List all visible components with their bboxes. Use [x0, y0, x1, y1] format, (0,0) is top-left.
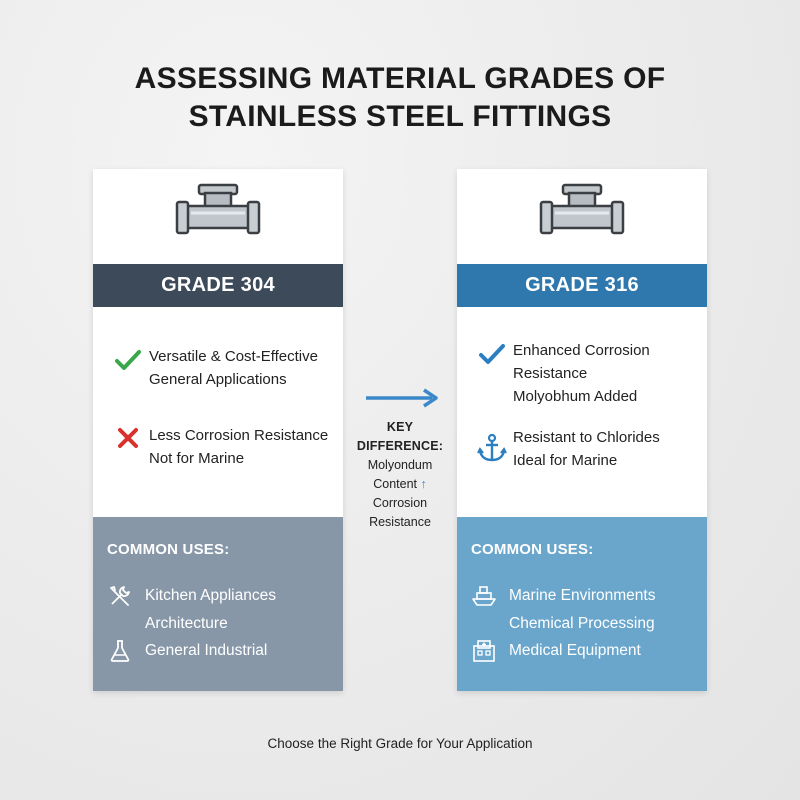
pipe-tee-icon	[539, 183, 625, 243]
grade-304-use-1-label: Kitchen Appliances	[145, 587, 276, 604]
title-line-2: STAINLESS STEEL FITTINGS	[188, 100, 612, 133]
grade-316-title: GRADE 316	[525, 274, 639, 296]
grade-304-title: GRADE 304	[161, 274, 275, 296]
grade-316-feature-1	[477, 339, 650, 408]
grade-316-uses-title: COMMON USES:	[471, 541, 594, 558]
grade-316-use-1-label: Marine Environments	[509, 587, 656, 604]
grade-304-use-2-label: Architecture	[145, 615, 228, 632]
grade-316-use-3-label: Medical Equipment	[509, 642, 641, 659]
up-arrow-icon: ↑	[420, 477, 427, 491]
page-title	[0, 60, 800, 136]
grade-316-feature-2-line-1: Resistant to Chlorides	[513, 429, 660, 446]
grade-316-use-2	[471, 611, 655, 637]
key-difference-line-3: Corrosion	[372, 496, 428, 510]
right-arrow-icon	[366, 388, 440, 408]
grade-304-feature-1-line-1: Versatile & Cost-Effective	[149, 348, 318, 365]
grade-316-feature-1-line-3: Molyobhum Added	[513, 388, 638, 405]
tools-icon	[107, 583, 133, 609]
grade-304-card	[93, 169, 343, 691]
grade-316-feature-2-line-2: Ideal for Marine	[513, 452, 618, 469]
key-difference-line-2-row	[344, 475, 456, 494]
key-difference-line-2: Content	[373, 477, 418, 491]
grade-304-use-3	[107, 638, 267, 664]
key-difference	[344, 418, 456, 532]
footer-caption: Choose the Right Grade for Your Application	[267, 736, 533, 751]
flask-icon	[107, 638, 133, 664]
grade-304-feature-1	[113, 345, 318, 391]
check-icon	[113, 345, 143, 375]
hospital-icon	[471, 638, 497, 664]
grade-316-use-3	[471, 638, 641, 664]
grade-304-feature-2	[113, 424, 328, 470]
grade-304-header	[93, 264, 343, 307]
grade-316-feature-1-line-2: Resistance	[513, 365, 588, 382]
key-difference-line-4: Resistance	[369, 515, 431, 529]
cross-icon	[113, 424, 143, 454]
grade-304-use-2	[107, 611, 228, 637]
grade-316-header	[457, 264, 707, 307]
key-difference-line-1: Molyondum	[367, 458, 433, 472]
grade-304-feature-2-line-2: Not for Marine	[149, 450, 245, 467]
ship-icon	[471, 583, 497, 609]
check-icon	[477, 339, 507, 369]
grade-304-feature-1-line-2: General Applications	[149, 371, 287, 388]
pipe-tee-icon	[175, 183, 261, 243]
grade-304-uses-title: COMMON USES:	[107, 541, 230, 558]
grade-304-feature-2-line-1: Less Corrosion Resistance	[149, 427, 329, 444]
grade-316-use-1	[471, 583, 655, 609]
anchor-icon	[477, 426, 507, 470]
grade-304-use-3-label: General Industrial	[145, 642, 268, 659]
grade-316-feature-1-line-1: Enhanced Corrosion	[513, 342, 650, 359]
grade-316-feature-2	[477, 426, 660, 472]
grade-304-uses-panel	[93, 517, 343, 691]
grade-304-use-1	[107, 583, 276, 609]
title-line-1: ASSESSING MATERIAL GRADES OF	[134, 62, 666, 95]
grade-316-card	[457, 169, 707, 691]
grade-316-uses-panel	[457, 517, 707, 691]
grade-316-use-2-label: Chemical Processing	[509, 615, 655, 632]
key-difference-heading: KEY DIFFERENCE:	[356, 420, 444, 453]
